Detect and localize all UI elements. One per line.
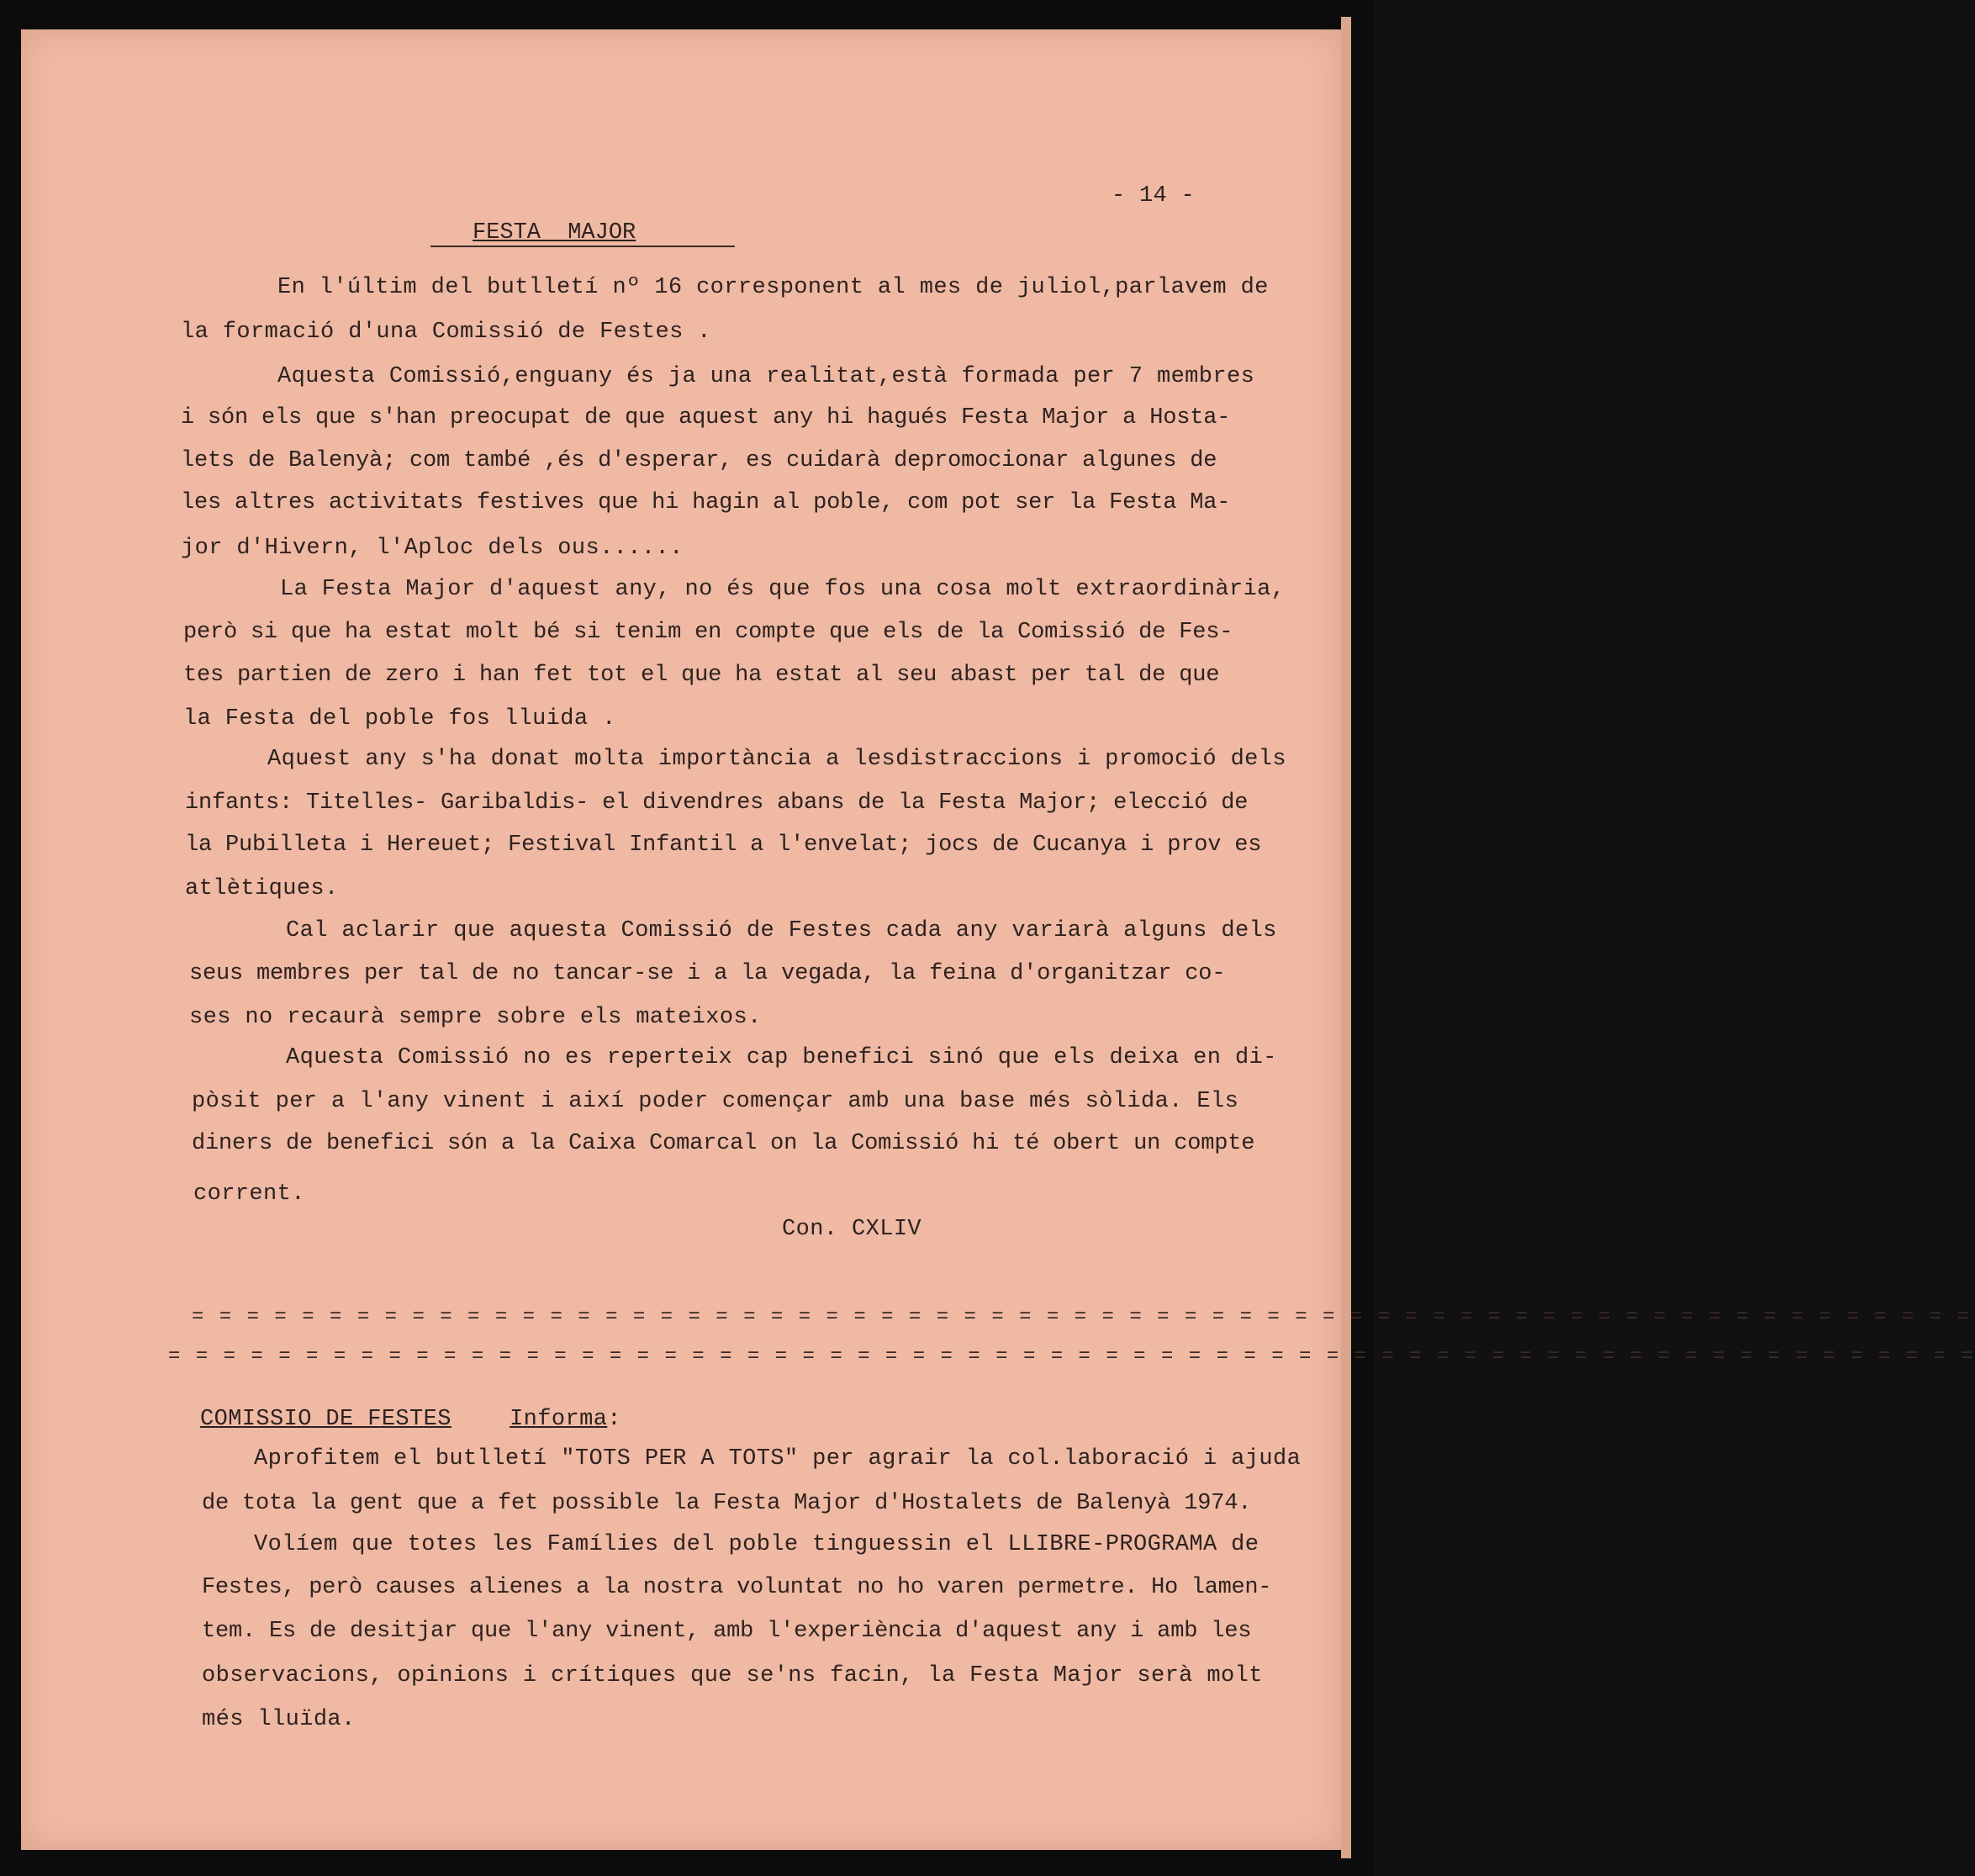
notice-line: tem. Es de desitjar que l'any vinent, amb l'experiència d'aquest any i amb les bbox=[202, 1619, 1252, 1644]
article-line: la Festa del poble fos lluida . bbox=[183, 706, 616, 732]
notice-line: Festes, però causes alienes a la nostra voluntat no ho varen permetre. Ho lamen- bbox=[202, 1575, 1272, 1600]
page-edge bbox=[1341, 17, 1351, 1858]
article-line: tes partien de zero i han fet tot el que ha estat al seu abast per tal de que bbox=[183, 663, 1220, 688]
notice-line: Volíem que totes les Famílies del poble tinguessin el LLIBRE-PROGRAMA de bbox=[254, 1532, 1259, 1557]
notice-line: de tota la gent que a fet possible la Festa Major d'Hostalets de Balenyà 1974. bbox=[202, 1491, 1252, 1516]
article-line: corrent. bbox=[193, 1181, 305, 1207]
article-line: ses no recaurà sempre sobre els mateixos. bbox=[189, 1005, 762, 1030]
article-line: les altres activitats festives que hi hagin al poble, com pot ser la Festa Ma- bbox=[181, 490, 1231, 515]
separator-line: = = = = = = = = = = = = = = = = = = = = = = = = = = = = = = = = = = = = = = = = = = = = = = = = = = = = = = = = = = = = = = = = = bbox=[192, 1306, 1971, 1329]
article-line: la Pubilleta i Hereuet; Festival Infantil a l'envelat; jocs de Cucanya i prov es bbox=[185, 832, 1262, 858]
notice-line: observacions, opinions i crítiques que se'ns facin, la Festa Major serà molt bbox=[202, 1663, 1263, 1688]
article-line: atlètiques. bbox=[185, 876, 339, 901]
article-line: però si que ha estat molt bé si tenim en compte que els de la Comissió de Fes- bbox=[183, 620, 1233, 645]
notice-heading-main: COMISSIO DE FESTES bbox=[200, 1407, 452, 1432]
notice-line: Aprofitem el butlletí "TOTS PER A TOTS" per agrair la col.laboració i ajuda bbox=[254, 1446, 1302, 1472]
article-line: pòsit per a l'any vinent i així poder començar amb una base més sòlida. Els bbox=[192, 1089, 1239, 1114]
article-title: FESTA MAJOR bbox=[473, 220, 636, 246]
article-line: En l'últim del butlletí nº 16 corresponent al mes de juliol,parlavem de bbox=[277, 275, 1269, 300]
article-line: jor d'Hivern, l'Aploc dels ous...... bbox=[181, 536, 684, 561]
article-signature: Con. CXLIV bbox=[782, 1217, 922, 1242]
notice-heading-colon: : bbox=[607, 1407, 621, 1432]
article-line: Aquest any s'ha donat molta importància a lesdistraccions i promoció dels bbox=[267, 747, 1286, 772]
article-line: lets de Balenyà; com també ,és d'esperar, es cuidarà depromocionar algunes de bbox=[181, 448, 1217, 473]
notice-heading bbox=[200, 1407, 621, 1432]
article-line: Aquesta Comissió no es reperteix cap benefici sinó que els deixa en di- bbox=[286, 1045, 1277, 1070]
article-line: Cal aclarir que aquesta Comissió de Festes cada any variarà alguns dels bbox=[286, 918, 1277, 943]
separator-line: = = = = = = = = = = = = = = = = = = = = = = = = = = = = = = = = = = = = = = = = = = = = = = = = = = = = = = = = = = = = = = = = = = bbox=[168, 1345, 1975, 1368]
notice-line: més lluïda. bbox=[202, 1707, 356, 1732]
notice-heading-sub: Informa bbox=[510, 1407, 608, 1432]
article-line: i són els que s'han preocupat de que aquest any hi hagués Festa Major a Hosta- bbox=[181, 405, 1231, 431]
article-line: la formació d'una Comissió de Festes . bbox=[181, 320, 711, 345]
article-line: seus membres per tal de no tancar-se i a la vegada, la feina d'organitzar co- bbox=[189, 961, 1226, 986]
title-underline bbox=[430, 246, 735, 247]
article-line: Aquesta Comissió,enguany és ja una realitat,està formada per 7 membres bbox=[277, 364, 1255, 389]
article-line: La Festa Major d'aquest any, no és que fos una cosa molt extraordinària, bbox=[280, 577, 1286, 602]
page-number: - 14 - bbox=[1112, 183, 1196, 209]
article-line: diners de benefici són a la Caixa Comarcal on la Comissió hi té obert un compte bbox=[192, 1131, 1255, 1156]
article-line: infants: Titelles- Garibaldis- el divendres abans de la Festa Major; elecció de bbox=[185, 790, 1249, 816]
